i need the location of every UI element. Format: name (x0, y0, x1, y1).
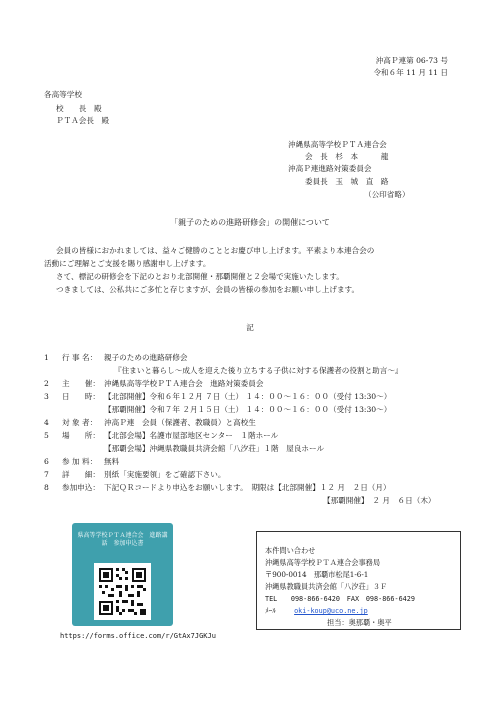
body-paragraph-3: つきましては、公私共にご多忙と存じますが、会員の皆様の参加をお願い申し上げます。 (56, 285, 360, 294)
qr-code-icon (94, 563, 151, 620)
body-paragraph-1: 会員の皆様におかれましては、益々ご健勝のこととお慶び申し上げます。平素より本連合会の (56, 246, 375, 255)
contact-address-1: 〒900-0014 那覇市松尾1-6-1 (265, 570, 369, 579)
item-label: 日 時： (62, 392, 100, 401)
item-text: 沖高Ｐ連 会員（保護者、教職員）と高校生 (104, 418, 256, 427)
item-label: 参加申込： (62, 483, 100, 492)
item-label: 行 事 名： (62, 353, 98, 362)
item-label: 場 所： (62, 431, 100, 440)
sender-chair: 委員長 玉 城 直 路 (305, 177, 389, 186)
sender-president: 会 長 杉 本 龍 (305, 152, 389, 161)
item-text: 無料 (104, 457, 120, 466)
item-number: 8 (44, 483, 49, 492)
ki-heading: 記 (246, 323, 254, 332)
item-text: 下記ＱＲコードより申込をお願いします。 期限は【北部開催】１２ 月 ２日（月） (104, 483, 391, 492)
seal-omitted-note: （公印省略） (364, 190, 410, 199)
item-text: 【那覇開催】 ２ 月 ６日（木） (323, 496, 436, 505)
contact-org: 沖縄県高等学校ＰＴＡ連合会事務局 (265, 558, 381, 567)
item-number: 4 (44, 418, 49, 427)
item-label: 主 催： (62, 379, 100, 388)
item-text: 別紙「実施要領」をご確認下さい。 (104, 470, 226, 479)
item-number: 2 (44, 379, 49, 388)
document-title: 「親子のための進路研修会」の開催について (170, 218, 330, 227)
recipient-principal: 校 長 殿 (56, 104, 102, 113)
recipient-org: 各高等学校 (44, 90, 82, 99)
item-label: 詳 細： (62, 470, 100, 479)
sender-committee: 沖高Ｐ連進路対策委員会 (288, 164, 372, 173)
item-number: 1 (44, 353, 49, 362)
contact-heading: 本件問い合わせ (265, 546, 316, 555)
body-paragraph-2: さて、標記の研修会を下記のとおり北部開催・那覇開催と２会場で実施いたします。 (56, 272, 344, 281)
mail-label: ﾒｰﾙ (265, 606, 276, 615)
qr-card-title (72, 532, 173, 548)
contact-mail-row (265, 606, 368, 616)
contact-person: 担当：奥那覇・奥平 (327, 618, 392, 627)
qr-card-title-line-2: 話 参加申込書 (101, 540, 144, 547)
item-label: 参 加 料： (62, 457, 98, 466)
qr-code-card[interactable] (72, 523, 173, 626)
body-paragraph-1-cont: 活動にご理解とご支援を賜り感謝申し上げます。 (44, 259, 211, 268)
registration-form-link[interactable]: https://forms.office.com/r/GtAx7JGKJu (60, 632, 216, 640)
item-label: 対 象 者： (62, 418, 98, 427)
item-number: 6 (44, 457, 49, 466)
recipient-pta-president: ＰＴＡ会長 殿 (56, 116, 110, 125)
item-text: 『住まいと暮らし～成人を迎えた後り立ちする子供に対する保護者の役割と助言～』 (114, 366, 403, 375)
contact-email-link[interactable]: oki-koup@uco.ne.jp (294, 607, 368, 615)
item-number: 5 (44, 431, 49, 440)
contact-address-2: 沖縄県教職員共済会館「八汐荘」３Ｆ (265, 582, 388, 591)
item-text: 【北部開催】令和６年１２月 ７日（土） １４：００～１６：００（受付 13:30～） (104, 392, 392, 401)
item-text: 【那覇会場】沖縄県教職員共済会館「八汐荘」１階 屋良ホール (104, 444, 325, 453)
contact-tel-fax: TEL 098-866-6420 FAX 098-866-6429 (265, 595, 415, 603)
item-number: 3 (44, 392, 49, 401)
qr-code-frame (94, 563, 151, 620)
item-text: 親子のための進路研修会 (104, 353, 188, 362)
sender-org: 沖縄県高等学校ＰＴＡ連合会 (288, 140, 387, 149)
item-text: 【北部会場】名護市屋部地区センター １階ホール (104, 431, 279, 440)
document-date: 令和６年 11 月 11 日 (373, 68, 448, 77)
contact-box (256, 531, 461, 630)
qr-card-title-line-1: 県高等学校ＰＴＡ連合会 進路講 (77, 532, 168, 539)
item-text: 沖縄県高等学校ＰＴＡ連合会 進路対策委員会 (104, 379, 264, 388)
item-number: 7 (44, 470, 49, 479)
item-text: 【那覇開催】令和７年 ２月１５日（土） １４：００～１６：００（受付 13:30～） (104, 405, 392, 414)
document-number: 沖高Ｐ連第 06-73 号 (375, 56, 448, 65)
